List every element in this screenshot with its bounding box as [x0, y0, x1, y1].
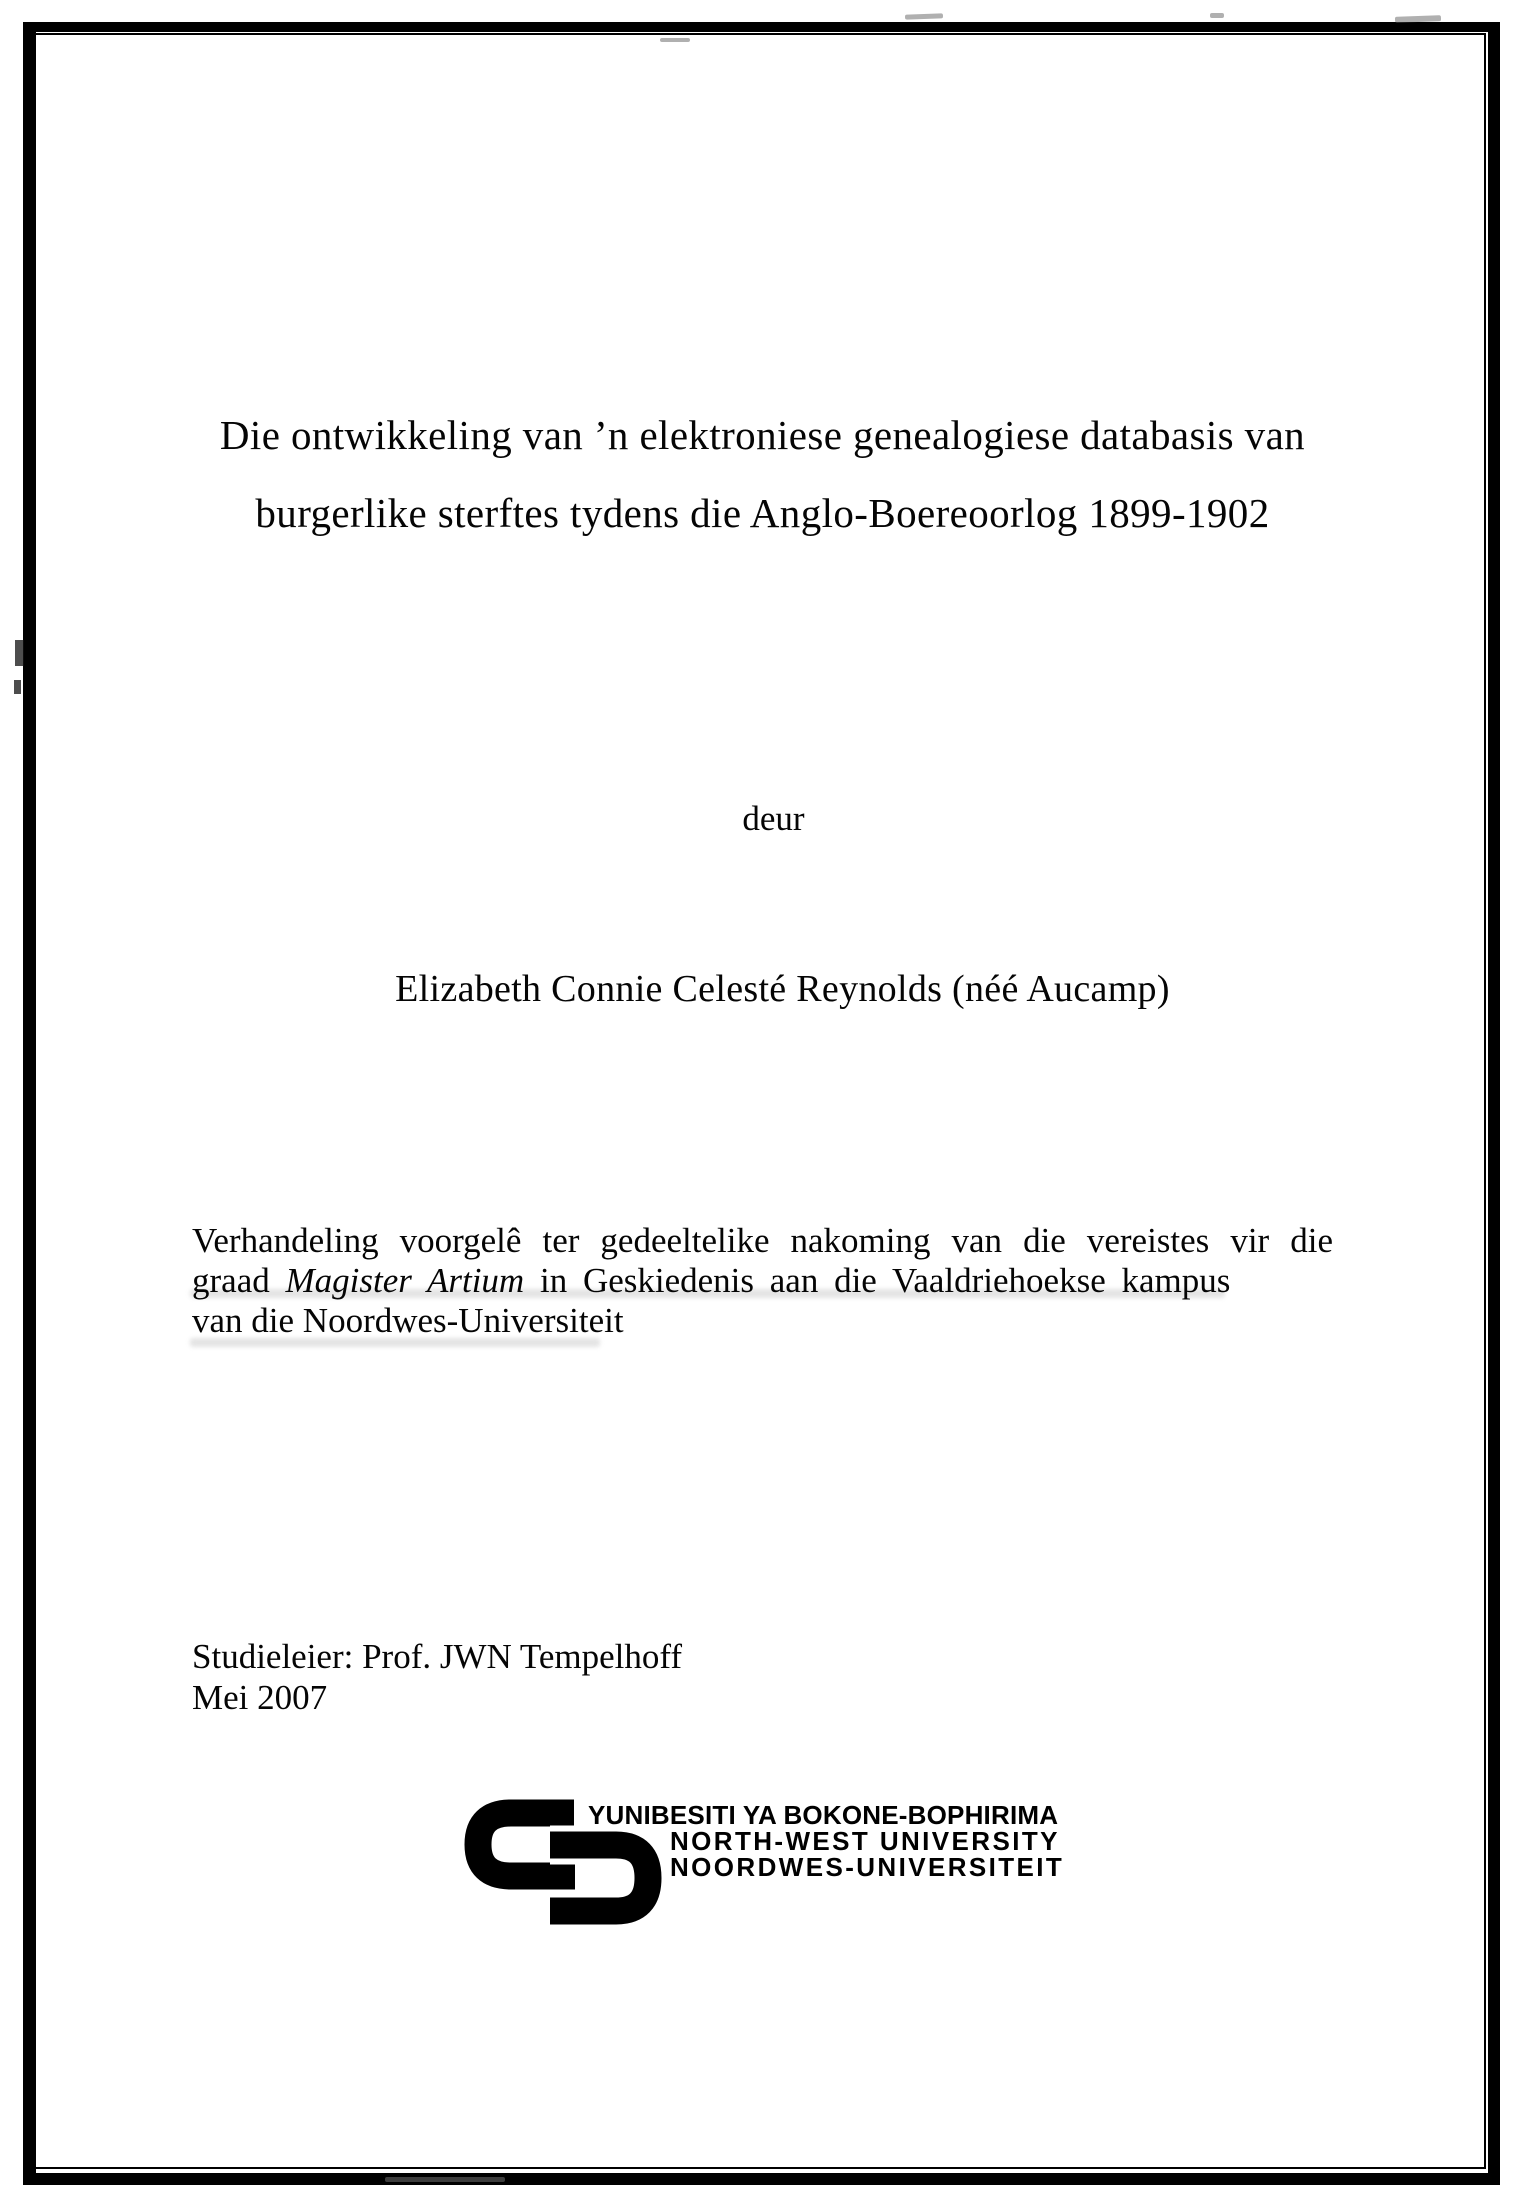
date-line: Mei 2007 — [192, 1678, 328, 1717]
degree-statement-line3: van die Noordwes-Universiteit — [192, 1301, 624, 1340]
nwu-logo-line-afrikaans: NOORDWES-UNIVERSITEIT — [670, 1852, 1065, 1882]
nwu-logo-line-setswana: YUNIBESITI YA BOKONE-BOPHIRIMA — [588, 1800, 1059, 1830]
degree-statement-line2-suffix: in Geskiedenis aan die Vaaldriehoekse kampus — [524, 1261, 1231, 1300]
scan-speckle — [660, 38, 690, 42]
nwu-logo-line-english: NORTH-WEST UNIVERSITY — [670, 1826, 1060, 1856]
degree-statement — [192, 1221, 1333, 1341]
degree-name-italic: Magister Artium — [285, 1261, 525, 1300]
degree-statement-line2-prefix: graad — [192, 1261, 286, 1300]
scan-speckle — [905, 13, 943, 19]
author-name: Elizabeth Connie Celesté Reynolds (néé Aucamp) — [395, 968, 1170, 1010]
byline-label: deur — [742, 799, 805, 838]
thesis-title-line2: burgerlike sterftes tydens die Anglo-Boereoorlog 1899-1902 — [255, 490, 1270, 536]
supervisor-block — [192, 1636, 682, 1718]
scan-speckle — [385, 2177, 505, 2182]
degree-statement-line1: Verhandeling voorgelê ter gedeeltelike nakoming van die vereistes vir die — [192, 1221, 1333, 1260]
scan-speckle — [1210, 13, 1224, 18]
degree-statement-line2 — [192, 1261, 1333, 1301]
supervisor-line: Studieleier: Prof. JWN Tempelhoff — [192, 1637, 683, 1676]
scan-blotch — [14, 680, 21, 694]
nwu-logo-wordmark — [588, 1802, 1064, 1880]
thesis-title — [40, 396, 1485, 552]
thesis-title-line1: Die ontwikkeling van ’n elektroniese genealogiese databasis van — [219, 412, 1306, 458]
north-west-university-logo — [464, 1796, 1064, 1936]
scan-blotch — [15, 640, 24, 666]
